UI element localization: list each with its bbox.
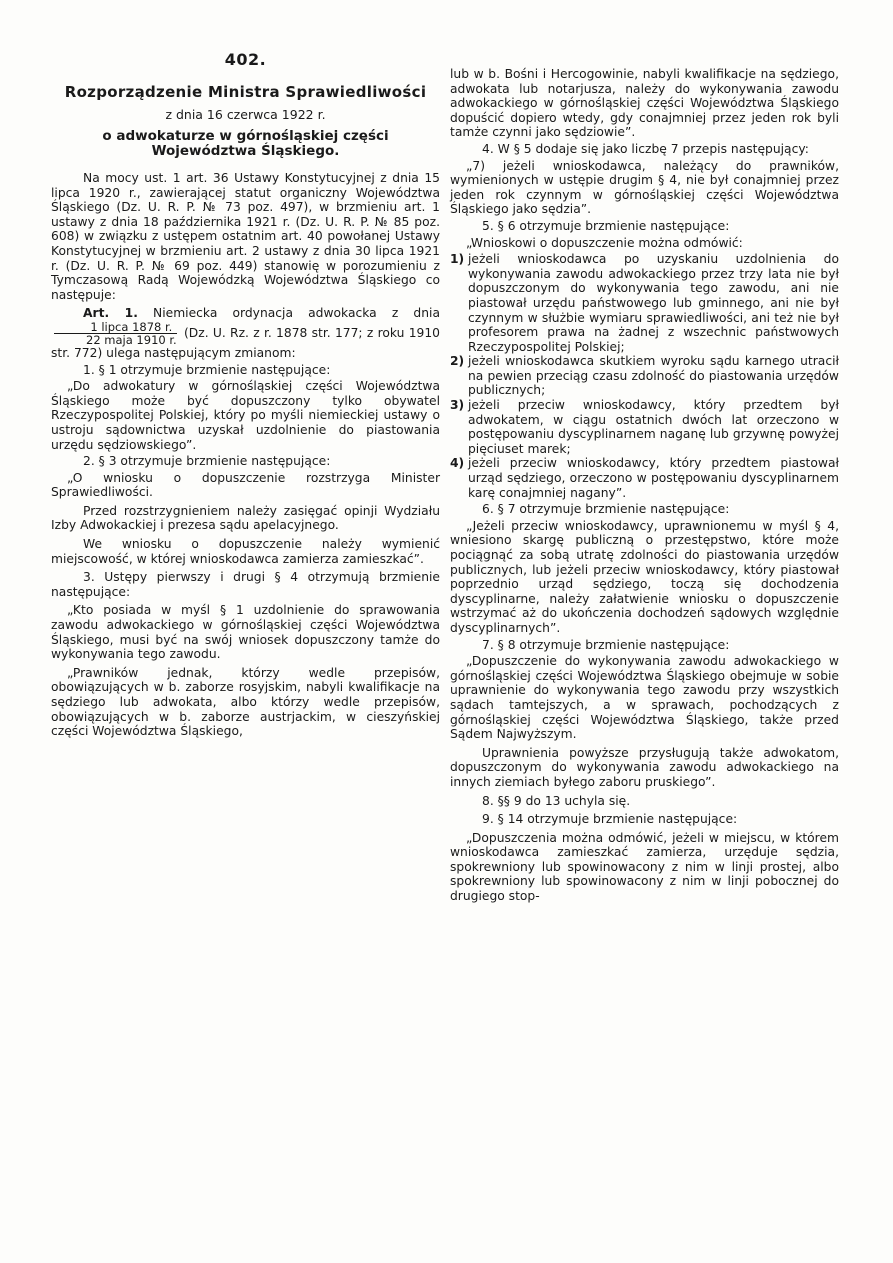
- point-2-text-1: „O wniosku o dopuszczenie rozstrzyga Minister Sprawiedliwości.: [51, 470, 440, 500]
- point-5-head: 5. § 6 otrzymuje brzmienie następujące:: [482, 218, 730, 233]
- fraction-bottom: 22 maja 1910 r.: [86, 332, 177, 347]
- list-item: [450, 354, 839, 398]
- fraction-top: 1 lipca 1878 r.: [54, 321, 177, 334]
- point-9-head: 9. § 14 otrzymuje brzmienie następujące:: [482, 812, 738, 827]
- point-7-text-2: Uprawnienia powyższe przysługują także adwokatom, dopuszczonym do wykonywania zawodu adwokackiego na innych ziemiach byłego zaboru pruskiego”.: [450, 745, 839, 789]
- left-column: [51, 50, 440, 741]
- point-2-head: 2. § 3 otrzymuje brzmienie następujące:: [83, 454, 331, 469]
- act-title: Rozporządzenie Ministra Sprawiedliwości: [64, 83, 427, 101]
- list-item-text: jeżeli przeciw wnioskodawcy, który przedtem był adwokatem, w ciągu ostatnich dwóch lat orzeczono w postępowaniu dyscyplinarnem naganę lub grzywnę powyżej pięciuset marek;: [468, 398, 839, 456]
- list-item-text: jeżeli przeciw wnioskodawcy, który przedtem piastował urząd sędziego, orzeczono w postępowaniu dyscyplinarnem karę conajmniej nagany”.: [468, 456, 839, 500]
- point-7-text-1: „Dopuszczenie do wykonywania zawodu adwokackiego w górnośląskiej części Województwa Śląskiego obejmuje w sobie uprawnienie do wykonywania tego zawodu przy wszystkich sądach tamtejszych, a w sprawach, pochodzących z górnośląskiej części Województwa Śląskiego, także przed Sądem Najwyższym.: [450, 654, 839, 742]
- point-5-intro: „Wnioskowi o dopuszczenie można odmówić:: [466, 235, 743, 250]
- list-item: [450, 456, 839, 500]
- article-1-text-a: Niemiecka ordynacja adwokacka z dnia: [153, 306, 440, 321]
- act-number: 402.: [224, 50, 267, 69]
- point-2-text-2: Przed rozstrzygnieniem należy zasięgać opinji Wydziału Izby Adwokackiej i prezesa sądu apelacyjnego.: [51, 503, 440, 533]
- point-6-text: „Jeżeli przeciw wnioskodawcy, uprawnionemu w myśl § 4, wniesiono skargę publiczną o przestępstwo, które może pociągnąć za sobą utratę zdolności do piastowania urzędów publicznych, lub jeżeli przeciw wnioskodawcy, który piastował poprzednio urząd sędziego, toczą się dochodzenia dyscyplinarne, należy załatwienie wniosku o dopuszczenie wstrzymać aż do ukończenia dochodzeń sądowych względnie dyscyplinarnych”.: [450, 518, 839, 635]
- point-9-text: „Dopuszczenia można odmówić, jeżeli w miejscu, w którem wnioskodawca zamieszkać zamierza, urzęduje sędzia, spokrewniony lub spowinowacony z nim w linji prostej, albo spokrewniony lub spowinowacony z nim w linji pobocznej do drugiego stop-: [450, 830, 839, 904]
- point-1-head: 1. § 1 otrzymuje brzmienie następujące:: [83, 362, 331, 377]
- point-3-head: 3. Ustępy pierwszy i drugi § 4 otrzymują brzmienie następujące:: [51, 570, 440, 599]
- point-8: 8. §§ 9 do 13 uchyla się.: [482, 793, 631, 808]
- act-date: z dnia 16 czerwca 1922 r.: [165, 107, 326, 122]
- list-item-label: 1): [450, 252, 465, 267]
- continuation-text: lub w b. Bośni i Hercogowinie, nabyli kwalifikacje na sędziego, adwokata lub notarjusza, należy do wykonywania zawodu adwokackiego w górnośląskiej części Województwa Śląskiego dopuścić dopiero wtedy, gdy conajmniej przez jeden rok byli tamże czynni jako sędziowie”.: [450, 67, 839, 140]
- point-2-text-3: We wniosku o dopuszczenie należy wymienić miejscowość, w której wnioskodawca zamierza zamieszkać”.: [51, 537, 440, 566]
- preamble: Na mocy ust. 1 art. 36 Ustawy Konstytucyjnej z dnia 15 lipca 1920 r., zawierającej statut organiczny Województwa Śląskiego (Dz. U. R. P. № 73 poz. 497), w brzmieniu art. 1 ustawy z dnia 18 października 1921 r. (Dz. U. R. P. № 85 poz. 608) w związku z ustępem ostatnim art. 40 powołanej Ustawy Konstytucyjnej w brzmieniu art. 2 ustawy z dnia 30 lipca 1921 r. (Dz. U. R. P. № 69 poz. 449) stanowię w porozumieniu z Tymczasową Radą Wojewódzką Województwa Śląskiego co następuje:: [51, 171, 440, 302]
- point-3-text-2: „Prawników jednak, którzy wedle przepisów, obowiązujących w b. zaborze rosyjskim, nabyli kwalifikacje na sędziego lub adwokata, albo którzy wedle przepisów, obowiązujących w b. zaborze austrjackim, w cieszyńskiej części Województwa Śląskiego,: [51, 665, 440, 739]
- point-1-text: „Do adwokatury w górnośląskiej części Województwa Śląskiego może być dopuszczony tylko obywatel Rzeczypospolitej Polskiej, który po myśli niemieckiej ustawy o ustroju sądownictwa uzyskał uzdolnienie do piastowania urzędu sędziowskiego”.: [51, 379, 440, 452]
- list-item-text: jeżeli wnioskodawca po uzyskaniu uzdolnienia do wykonywania zawodu adwokackiego przez trzy lata nie był dopuszczonym do wykonywania tego zawodu, ani nie piastował urzędu państwowego lub gminnego, ani nie był czynnym w służbie wymiaru sprawiedliwości, ani też nie był profesorem prawa na żadnej z wszechnic państwowych Rzeczypospolitej Polskiej;: [468, 252, 839, 354]
- article-1: [51, 306, 440, 360]
- list-item-text: jeżeli wnioskodawca skutkiem wyroku sądu karnego utracił na pewien przeciąg czasu zdolność do piastowania urzędów publicznych;: [468, 354, 839, 398]
- point-4-text: „7) jeżeli wnioskodawca, należący do prawników, wymienionych w ustępie drugim § 4, nie był conajmniej przez jeden rok czynnym w górnośląskiej części Województwa Śląskiego jako sędzia”.: [450, 158, 839, 217]
- point-3-text-1: „Kto posiada w myśl § 1 uzdolnienie do sprawowania zawodu adwokackiego w górnośląskiej części Województwa Śląskiego, musi być na swój wniosek dopuszczony tamże do wykonywania tego zawodu.: [51, 603, 440, 662]
- list-item: [450, 398, 839, 456]
- refusal-grounds-list: [450, 252, 839, 500]
- point-6-head: 6. § 7 otrzymuje brzmienie następujące:: [482, 502, 730, 517]
- list-item: [450, 252, 839, 354]
- right-column: [450, 67, 839, 906]
- list-item-label: 4): [450, 456, 465, 471]
- act-subject: o adwokaturze w górnośląskiej części Województwa Śląskiego.: [102, 128, 389, 159]
- article-1-text-b: (Dz. U. Rz. z r. 1878 str. 177; z roku 1910 str. 772) ulega następującym zmianom:: [51, 325, 440, 360]
- article-1-head: Art. 1.: [83, 306, 138, 321]
- point-4-head: 4. W § 5 dodaje się jako liczbę 7 przepis następujący:: [482, 141, 809, 156]
- point-7-head: 7. § 8 otrzymuje brzmienie następujące:: [482, 637, 730, 652]
- list-item-label: 2): [450, 354, 465, 369]
- date-fraction: [54, 321, 177, 346]
- list-item-label: 3): [450, 398, 465, 413]
